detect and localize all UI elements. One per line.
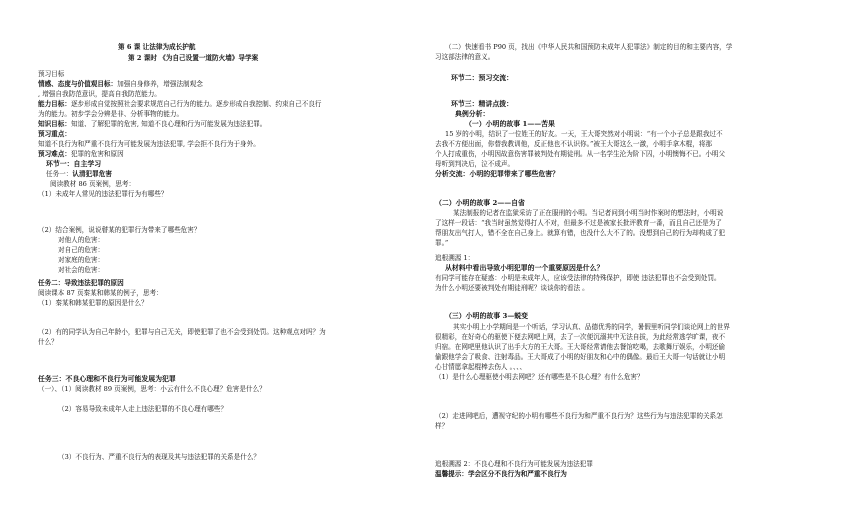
task-two-question-2-cont: 什么？ — [38, 338, 58, 346]
task-one-question-1: （1）未成年人常见的违法犯罪行为有哪些？ — [38, 190, 168, 198]
ability-goal-cont: 为的能力。初步学会分辨是非、分析事物的能力。 — [38, 110, 184, 118]
story-three-line-5: 心甘情愿拿起棍棒去伤人 。、、、 — [435, 363, 527, 371]
key-point-label: 预习重点： — [38, 130, 71, 138]
task-two-question-2: （2）有的同学认为自己年龄小，犯罪与自己无关，即使犯罪了也不会受到处罚。这种观点对吗？为 — [38, 328, 326, 336]
story-three-line-1: 其实小明上小学期间是一个听话，学习认真、品德优秀的同学，暑假里听同学们谈论网上的世界 — [453, 323, 730, 331]
task-two-read: 阅读课本 87 页秦某和韩某的例子，思考： — [38, 289, 163, 297]
story-three-question-2: （2）走进网吧后，遭视守纪的小明有哪些不良行为和严重不良行为？这些行为与违法犯罪的关系怎 — [435, 412, 723, 420]
case-analysis-heading: 典例分析： — [455, 110, 490, 118]
lesson-title: 第 6 课 让法律为成长护航 — [118, 43, 196, 51]
task-one-read: 阅读教材 86 页案例，思考： — [50, 180, 136, 188]
harm-to-family: 对家庭的危害： — [58, 256, 105, 264]
goals-heading: 预习目标 — [38, 70, 65, 78]
story-two-line-3: 帮朋友出气打人，错不全在自己身上。就算有错，也没什么大不了的。没想到自己的行为却构成了犯 — [435, 229, 726, 237]
difficult-point: 预习难点：犯罪的危害和原因 — [38, 150, 124, 158]
emotion-goal: 情感、态度与价值观目标：加强自身修养，增强法制观念 — [38, 80, 203, 88]
story-two-title: （二）小明的故事 2——自省 — [435, 199, 525, 207]
knowledge-goal: 知识目标：知道、了解犯罪的危害, 知道不良心理和行为可能发展为违法犯罪。 — [38, 120, 267, 128]
story-three-question-2-cont: 样？ — [435, 422, 449, 430]
analysis-one: 分析交流：小明的犯罪带来了哪些危害？ — [435, 170, 560, 178]
ability-goal: 能力目标：逐步形成自觉按照社会要求规范自己行为的能力。逐步形成自我控制、约束自己不良行 — [38, 100, 322, 108]
harm-to-self: 对自己的危害： — [58, 246, 105, 254]
emotion-goal-cont: , 增强自我防范意识，提高自我防范能力。 — [38, 90, 161, 98]
trace-one-label: 追根溯源 1： — [435, 254, 475, 262]
task-three-question-3: （3）不良行为、严重不良行为的表现及其与违法犯罪的关系是什么？ — [58, 453, 261, 461]
story-three-question-1: （1）是什么心理驱使小明去网吧？还有哪些是不良心理？有什么危害？ — [435, 373, 644, 381]
trace-two: 追根溯源 2：不良心理和不良行为可能发展为违法犯罪 — [435, 460, 593, 468]
trace-one-question: 从材料中看出导致小明犯罪的一个重要原因是什么？ — [445, 264, 604, 272]
law-question: （二）快速看书 P90 页，找出《中华人民共和国预防未成年人犯罪法》制定的目的和主要内容，学 — [445, 43, 733, 51]
task-three-heading: 任务三：不良心理和不良行为可能发展为犯罪 — [38, 375, 176, 383]
harm-to-society: 对社会的危害： — [58, 266, 105, 274]
trace-one-line-1: 有同学可能存在疑惑：小明是未成年人，应该受法律的特殊保护，即使 违法犯罪也不会受到处罚。 — [435, 274, 721, 282]
story-one-title: （一）小明的故事 1——苦果 — [465, 120, 555, 128]
warm-tip: 温馨提示：学会区分不良行为和严重不良行为 — [435, 470, 567, 478]
task-two-question-1: （1）秦某和韩某犯罪的原因是什么？ — [38, 299, 148, 307]
story-one-line-1: 15 岁的小明，结识了一位姓王的好友。一天，王大哥突然对小明说：“有一个小子总是跟我过不 — [445, 130, 723, 138]
step-three-heading: 环节三：精讲点拨： — [451, 100, 514, 108]
step-one-heading: 环节一：自主学习 — [46, 160, 102, 168]
harm-to-others: 对他人的危害： — [58, 236, 105, 244]
story-three-line-4: 偷跟他学会了吸食、注射毒品。王大哥成了小明的好朋友和心中的偶像。最后王大哥一句话就让小明 — [435, 353, 726, 361]
step-two-heading: 环节二：预习交流： — [451, 74, 514, 82]
story-two-line-1: 某法制报的记者在监狱采访了正在服刑的小明。当记者问到小明当时作案时的想法时，小明说 — [453, 209, 724, 217]
story-three-line-3: 归宿。在网吧里他认识了出手大方的王大哥。王大哥经常请他去餐馆吃喝，去歌舞厅娱乐，小明还偷 — [435, 343, 726, 351]
trace-one-line-2: 为什么小明还要被判处有期徒刑呢？谈谈你的看法 。 — [435, 284, 589, 292]
task-three-question-2: （2）容易导致未成年人走上违法犯罪的不良心理有哪些？ — [58, 405, 228, 413]
story-three-line-2: 很精彩，在好奇心的驱使下便去网吧上网，去了一次便沉溺其中无法自拔，为此经常逃学旷课，夜不 — [435, 333, 726, 341]
lesson-subtitle: 第 2 课时 《为自己设置一道防火墙》导学案 — [128, 54, 259, 62]
story-two-line-4: 罪。” — [435, 239, 449, 247]
task-one-heading: 任务一：认清犯罪危害 — [46, 170, 112, 178]
task-two-heading: 任务二：导致违法犯罪的原因 — [38, 279, 124, 287]
key-point-text: 知道不良行为和严重不良行为可能发展为违法犯罪, 学会拒不良行为于身外。 — [38, 140, 260, 148]
story-one-line-4: 母听到判决后，泣不成声。 — [435, 160, 515, 168]
story-one-line-3: 个人打成重伤，小明因故意伤害罪被判处有期徒刑。从一名学生沦为阶下囚，小明懊悔不已。小明父 — [435, 150, 726, 158]
task-three-question-1: （一）、（1）阅读教材 89 页案例，思考：小云有什么不良心理？危害是什么？ — [38, 385, 266, 393]
law-question-cont: 习这部法律的意义。 — [435, 53, 495, 61]
story-three-title: （三）小明的故事 3—蜕变 — [445, 312, 528, 320]
story-two-line-2: 了这样一段话：“我当时虽然觉得打人不对，但最多不过是被家长批评教育一番，而且自己还是为了 — [435, 219, 722, 227]
task-one-question-2: （2）结合案例，说说瞽某的犯罪行为带来了哪些危害？ — [38, 226, 201, 234]
story-one-line-2: 去我不方便出面，你替我教训他，反正他也不认识你。”被王大哥这么一激，小明手拿木棍，将那 — [435, 140, 713, 148]
